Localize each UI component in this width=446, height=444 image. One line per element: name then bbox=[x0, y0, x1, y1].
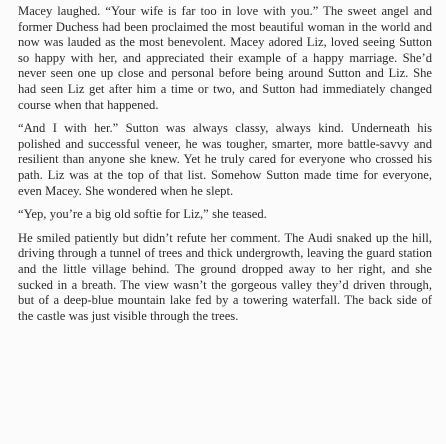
paragraph-3: “Yep, you’re a big old softie for Liz,” she teased. bbox=[18, 207, 267, 222]
paragraph-2: “And I with her.” Sutton was always classy, always kind. Underneath his polished and successful veneer, he was tougher, smarter, more battle-savvy and resilient than anyone she knew. Yet he truly cared for everyone who crossed his path. Liz was at the top of that list. Somehow Sutton made time for everyone, even Macey. She wondered when he slept. bbox=[18, 121, 432, 198]
paragraph-1: Macey laughed. “Your wife is far too in love with you.” The sweet angel and former Duchess had been proclaimed the most beautiful woman in the world and now was lauded as the most benevolent. Macey adored Liz, loved seeing Sutton so happy with her, and appreciated their example of a happy marriage. She’d never seen one up close and personal before being around Sutton and Liz. She had seen Liz get after him a time or two, and Sutton had immediately changed course when that happened. bbox=[18, 4, 432, 112]
paragraph-4: He smiled patiently but didn’t refute her comment. The Audi snaked up the hill, driving through a tunnel of trees and thick undergrowth, leaving the guard station and the little village behind. The ground dropped away to her right, and she sucked in a breath. The view wasn’t the gorgeous valley they’d driven through, but of a deep-blue mountain lake fed by a towering waterfall. The back side of the castle was just visible through the trees. bbox=[18, 230, 432, 323]
